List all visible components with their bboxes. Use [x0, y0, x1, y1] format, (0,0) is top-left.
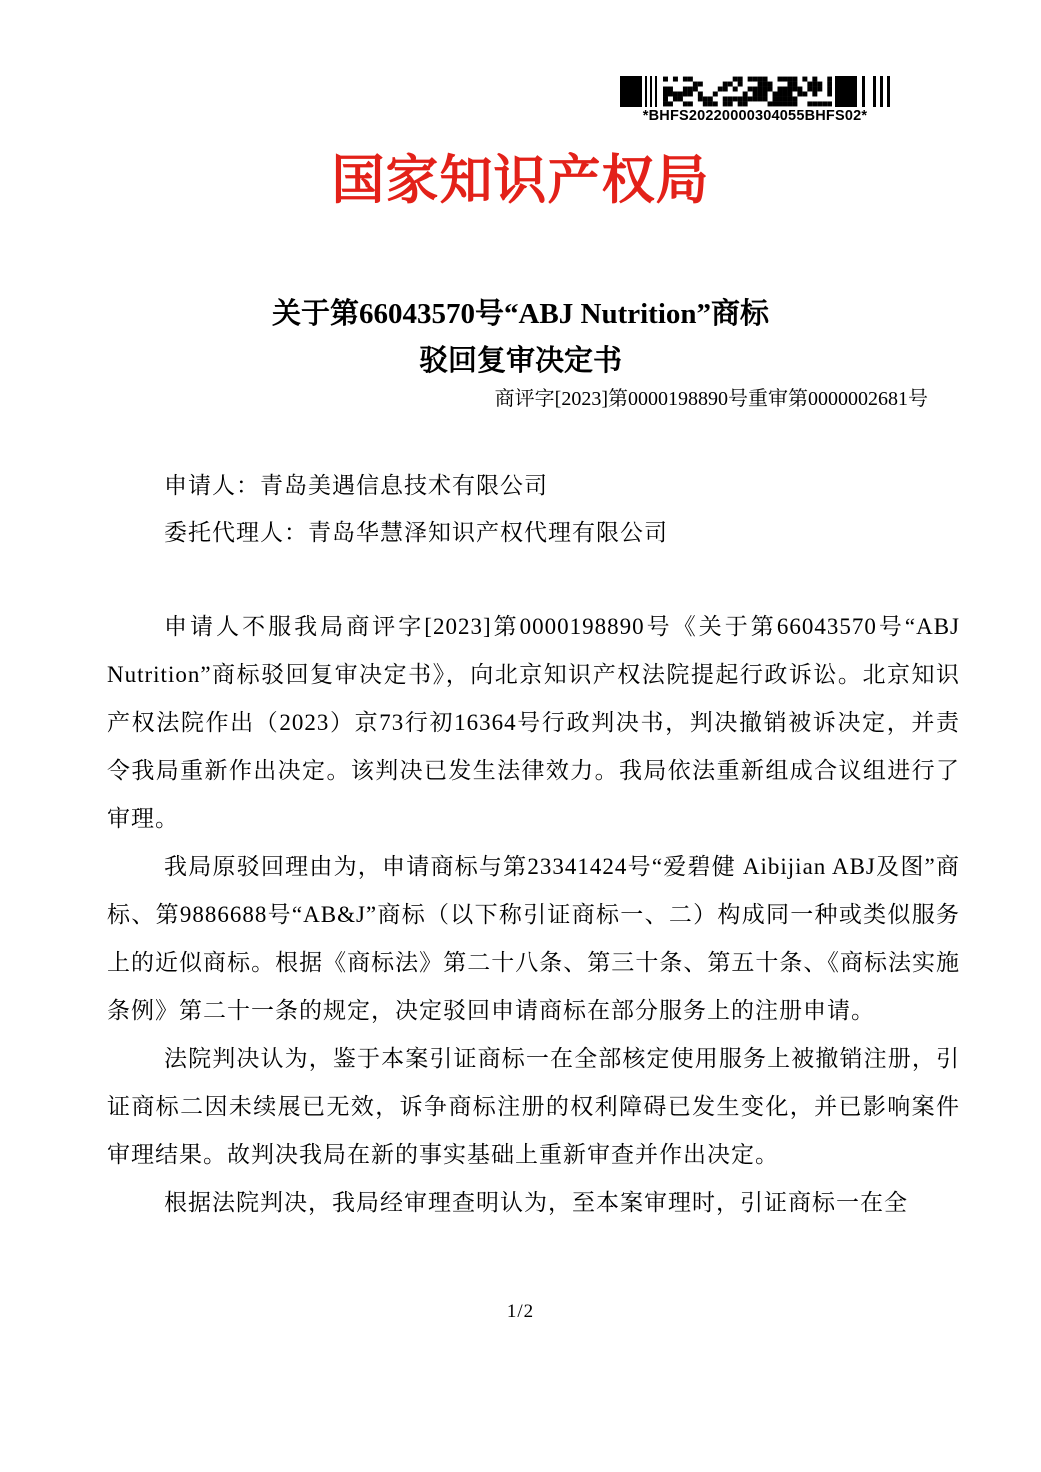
document-title — [0, 291, 1041, 385]
body-paragraph-2: 我局原驳回理由为，申请商标与第23341424号“爱碧健 Aibijian ABJ及图”商标、第9886688号“AB&J”商标（以下称引证商标一、二）构成同一种或类似服务上的近似商标。根据《商标法》第二十八条、第三十条、第五十条、《商标法实施条例》第二十一条的规定，决定驳回申请商标在部分服务上的注册申请。 — [107, 854, 960, 1023]
decision-body — [107, 603, 960, 1227]
applicant-name: 青岛美遇信息技术有限公司 — [260, 473, 548, 498]
agent-label: 委托代理人： — [164, 520, 308, 545]
applicant-line — [107, 462, 960, 509]
case-reference-number: 商评字[2023]第0000198890号重审第0000002681号 — [494, 388, 928, 410]
document-title-line2: 驳回复审决定书 — [418, 345, 622, 377]
parties-block — [107, 462, 960, 556]
agent-name: 青岛华慧泽知识产权代理有限公司 — [308, 520, 668, 545]
barcode-matrix-icon — [663, 76, 832, 107]
barcode — [620, 76, 890, 125]
agent-line — [107, 509, 960, 556]
document-title-line1: 关于第66043570号“ABJ Nutrition”商标 — [271, 298, 770, 330]
body-paragraph-1: 申请人不服我局商评字[2023]第0000198890号《关于第66043570号“ABJ Nutrition”商标驳回复审决定书》，向北京知识产权法院提起行政诉讼。北京知识产权法院作出（2023）京73行初16364号行政判决书，判决撤销被诉决定，并责令我局重新作出决定。该判决已发生法律效力。我局依法重新组成合议组进行了审理。 — [107, 614, 960, 831]
body-paragraph-4: 根据法院判决，我局经审理查明认为，至本案审理时，引证商标一在全 — [164, 1190, 908, 1215]
barcode-block-left — [620, 76, 642, 107]
barcode-value: *BHFS20220000304055BHFS02* — [642, 108, 868, 124]
body-paragraph-3: 法院判决认为，鉴于本案引证商标一在全部核定使用服务上被撤销注册，引证商标二因未续展已无效，诉争商标注册的权利障碍已发生变化，并已影响案件审理结果。故判决我局在新的事实基础上重新审查并作出决定。 — [107, 1046, 960, 1167]
barcode-graphic-icon — [620, 76, 890, 107]
barcode-block-right — [835, 76, 857, 107]
page-number: 1/2 — [506, 1301, 535, 1322]
issuing-authority-title: 国家知识产权局 — [331, 152, 710, 210]
applicant-label: 申请人： — [164, 473, 260, 498]
